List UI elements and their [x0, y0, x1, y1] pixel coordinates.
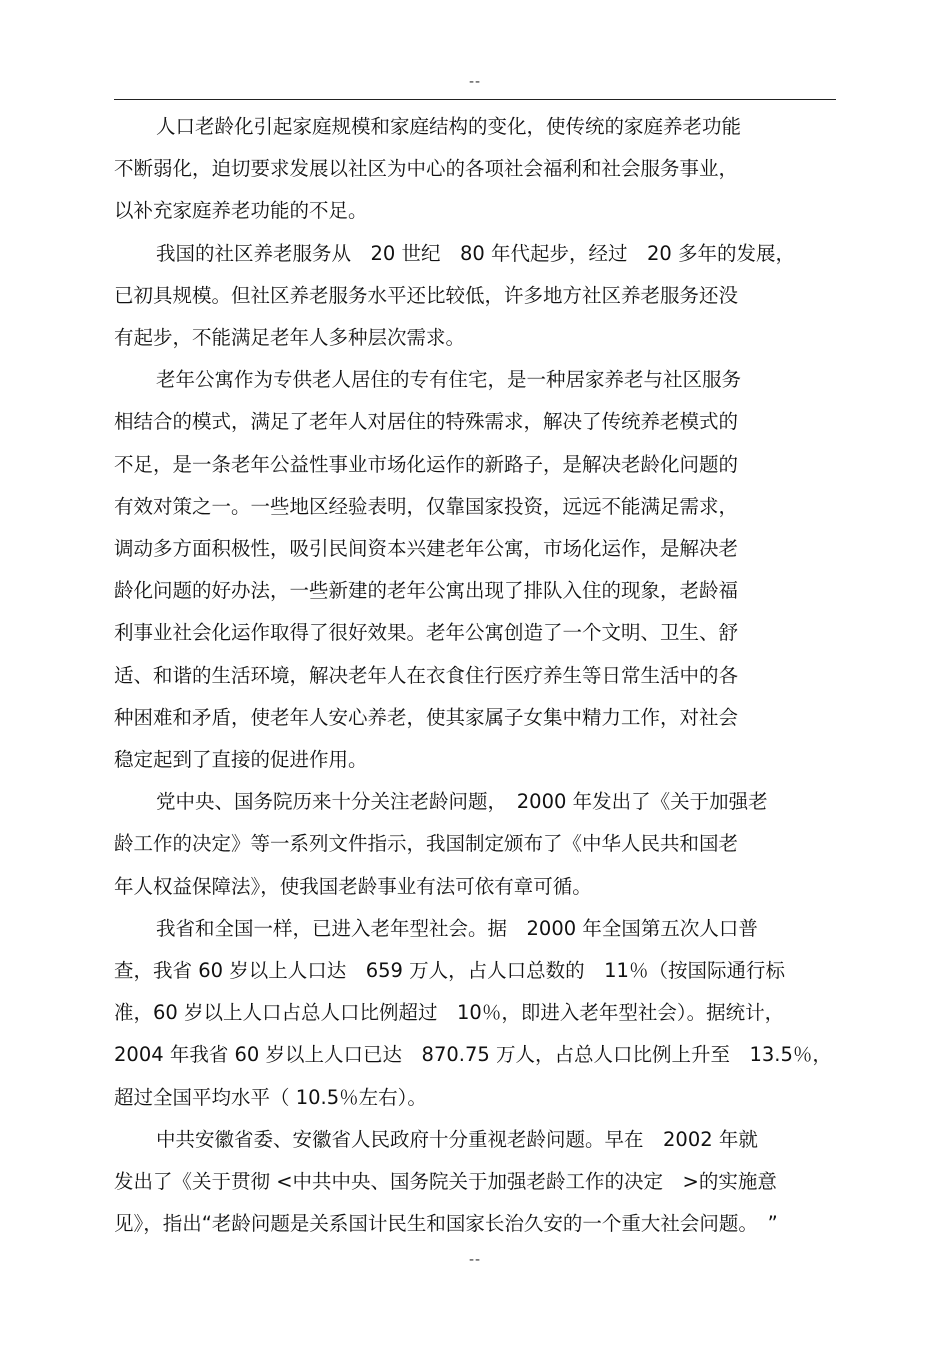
- text-line: 以补充家庭养老功能的不足。: [114, 199, 368, 223]
- header-divider: [114, 99, 836, 100]
- text-line: 见》，指出“老龄问题是关系国计民生和国家长治久安的一个重大社会问题。 ”: [114, 1212, 778, 1236]
- paragraph-1: [114, 106, 836, 233]
- text-line: 人口老龄化引起家庭规模和家庭结构的变化，使传统的家庭养老功能: [156, 115, 742, 138]
- text-line: 已初具规模。但社区养老服务水平还比较低，许多地方社区养老服务还没: [114, 283, 739, 307]
- text-line: 种困难和矛盾，使老年人安心养老，使其家属子女集中精力工作，对社会: [114, 705, 739, 729]
- text-line: 适、和谐的生活环境，解决老年人在衣食住行医疗养生等日常生活中的各: [114, 663, 739, 687]
- text-line: 老年公寓作为专供老人居住的专有住宅，是一种居家养老与社区服务: [156, 368, 742, 392]
- text-line: 利事业社会化运作取得了很好效果。老年公寓创造了一个文明、卫生、舒: [114, 621, 739, 645]
- page-footer-mark: --: [468, 1252, 482, 1268]
- text-line: 相结合的模式，满足了老年人对居住的特殊需求，解决了传统养老模式的: [114, 410, 739, 434]
- text-line: 2004 年我省 60 岁以上人口已达 870.75 万人，占总人口比例上升至 13.5％，: [114, 1043, 832, 1067]
- text-line: 龄工作的决定》等一系列文件指示，我国制定颁布了《中华人民共和国老: [114, 832, 739, 856]
- text-line: 我国的社区养老服务从 20 世纪 80 年代起步，经过 20 多年的发展，: [156, 241, 796, 265]
- text-line: 稳定起到了直接的促进作用。: [114, 748, 368, 772]
- text-line: 不足，是一条老年公益性事业市场化运作的新路子，是解决老龄化问题的: [114, 452, 739, 476]
- page-header-mark: --: [468, 74, 482, 90]
- text-line: 年人权益保障法》，使我国老龄事业有法可依有章可循。: [114, 874, 592, 898]
- document-body: [114, 106, 836, 1245]
- text-line: 有效对策之一。一些地区经验表明，仅靠国家投资，远远不能满足需求，: [114, 494, 739, 518]
- text-line: 不断弱化，迫切要求发展以社区为中心的各项社会福利和社会服务事业，: [114, 157, 739, 181]
- paragraph-2: [114, 233, 836, 360]
- text-line: 查，我省 60 岁以上人口达 659 万人，占人口总数的 11％（按国际通行标: [114, 959, 785, 983]
- text-line: 准，60 岁以上人口占总人口比例超过 10％，即进入老年型社会）。据统计，: [114, 1001, 785, 1025]
- paragraph-3: [114, 359, 836, 781]
- paragraph-4: [114, 781, 836, 908]
- text-line: 党中央、国务院历来十分关注老龄问题， 2000 年发出了《关于加强老: [156, 790, 768, 814]
- text-line: 龄化问题的好办法，一些新建的老年公寓出现了排队入住的现象，老龄福: [114, 579, 739, 603]
- paragraph-6: [114, 1119, 836, 1246]
- text-line: 中共安徽省委、安徽省人民政府十分重视老龄问题。早在 2002 年就: [156, 1127, 758, 1151]
- text-line: 有起步，不能满足老年人多种层次需求。: [114, 326, 466, 350]
- text-line: 发出了《关于贯彻 <中共中央、国务院关于加强老龄工作的决定 >的实施意: [114, 1170, 777, 1194]
- text-line: 调动多方面积极性，吸引民间资本兴建老年公寓，市场化运作，是解决老: [114, 537, 739, 561]
- paragraph-5: [114, 908, 836, 1119]
- text-line: 我省和全国一样，已进入老年型社会。据 2000 年全国第五次人口普: [156, 916, 758, 940]
- text-line: 超过全国平均水平（ 10.5％左右）。: [114, 1085, 427, 1109]
